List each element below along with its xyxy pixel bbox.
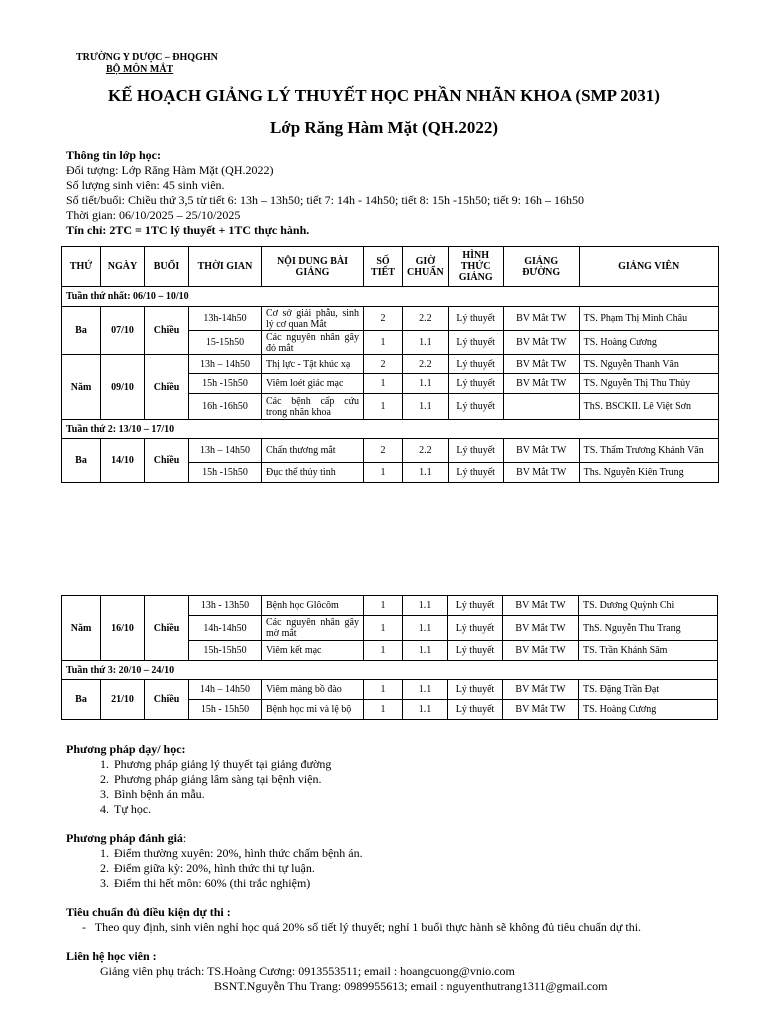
- form-cell: Lý thuyết: [448, 307, 503, 331]
- lecturer-cell: TS. Dương Quỳnh Chi: [579, 596, 718, 616]
- class-info-line: Thời gian: 06/10/2025 – 25/10/2025: [66, 208, 241, 222]
- venue-cell: BV Mắt TW: [503, 596, 579, 616]
- week-row: [62, 420, 719, 439]
- venue-cell: BV Mắt TW: [503, 700, 579, 720]
- class-info: [66, 148, 584, 238]
- periods-cell: 1: [364, 463, 403, 483]
- lecturer-cell: ThS. BSCKII. Lê Việt Sơn: [579, 394, 718, 420]
- session-cell: Chiều: [145, 307, 189, 355]
- venue-cell: BV Mắt TW: [503, 374, 579, 394]
- assessment-heading-text: Phương pháp đánh giá: [66, 831, 183, 845]
- form-cell: Lý thuyết: [448, 439, 503, 463]
- contact-line: BSNT.Nguyễn Thu Trang: 0989955613; email : nguyenthutrang1311@gmail.com: [214, 979, 608, 993]
- header-cell: GIỜ CHUẨN: [403, 247, 449, 287]
- time-cell: 16h -16h50: [189, 394, 262, 420]
- form-cell: Lý thuyết: [448, 700, 503, 720]
- eligibility-heading: Tiêu chuẩn đủ điều kiện dự thi :: [66, 905, 231, 919]
- topic-cell: Viêm loét giác mạc: [262, 374, 364, 394]
- time-cell: 14h-14h50: [189, 616, 262, 641]
- hours-cell: 1.1: [403, 700, 448, 720]
- document-subtitle: Lớp Răng Hàm Mặt (QH.2022): [269, 118, 499, 137]
- hours-cell: 1.1: [403, 641, 448, 661]
- form-cell: Lý thuyết: [448, 374, 503, 394]
- periods-cell: 1: [364, 331, 403, 355]
- time-cell: 15h - 15h50: [189, 700, 262, 720]
- topic-cell: Các bệnh cấp cứu trong nhãn khoa: [262, 394, 364, 420]
- eligibility-text: - Theo quy định, sinh viên nghỉ học quá 20% số tiết lý thuyết; nghỉ 1 buổi thực hành sẽ không đủ tiêu chuẩn dự thi.: [82, 920, 642, 934]
- lecturer-cell: TS. Nguyễn Thanh Vân: [579, 355, 718, 374]
- header-cell: GIẢNG ĐƯỜNG: [503, 247, 579, 287]
- week-row: [62, 661, 718, 680]
- week-row: [62, 287, 719, 307]
- periods-cell: 1: [364, 700, 403, 720]
- session-cell: Chiều: [145, 596, 189, 661]
- class-info-heading: Thông tin lớp học:: [66, 148, 162, 162]
- header-cell: THỜI GIAN: [189, 247, 262, 287]
- venue-cell: BV Mắt TW: [503, 680, 579, 700]
- document-title: KẾ HOẠCH GIẢNG LÝ THUYẾT HỌC PHẦN NHÃN KHOA (SMP 2031): [108, 86, 660, 105]
- venue-cell: BV Mắt TW: [503, 641, 579, 661]
- document-header: [76, 52, 218, 76]
- lecturer-cell: TS. Phạm Thị Minh Châu: [579, 307, 718, 331]
- date-cell: 07/10: [101, 307, 145, 355]
- header-cell: SỐ TIẾT: [364, 247, 403, 287]
- topic-cell: Thị lực - Tật khúc xạ: [262, 355, 364, 374]
- lecturer-cell: ThS. Nguyễn Thu Trang: [579, 616, 718, 641]
- week-label: Tuần thứ nhất: 06/10 – 10/10: [62, 287, 719, 307]
- hours-cell: 2.2: [403, 355, 449, 374]
- list-item: 1. Phương pháp giảng lý thuyết tại giảng đường: [112, 757, 331, 772]
- list-item: 3. Điểm thi hết môn: 60% (thi trắc nghiệm): [112, 876, 363, 891]
- assessment-section: [66, 831, 363, 891]
- time-cell: 13h – 14h50: [189, 355, 262, 374]
- day-cell: Ba: [62, 439, 101, 483]
- schedule-table-part-1: [61, 246, 719, 483]
- header-cell: GIẢNG VIÊN: [579, 247, 718, 287]
- table-row: [62, 439, 719, 463]
- form-cell: Lý thuyết: [448, 463, 503, 483]
- contact-heading: Liên hệ học viên :: [66, 949, 157, 963]
- list-item: 2. Điểm giữa kỳ: 20%, hình thức thi tự luận.: [112, 861, 363, 876]
- periods-cell: 2: [364, 439, 403, 463]
- venue-cell: BV Mắt TW: [503, 439, 579, 463]
- hours-cell: 1.1: [403, 374, 449, 394]
- class-info-line: Số tiết/buổi: Chiều thứ 3,5 từ tiết 6: 13h – 13h50; tiết 7: 14h - 14h50; tiết 8: 15h -15h50; tiết 9: 16h – 16h50: [66, 193, 584, 207]
- topic-cell: Bệnh học mi và lệ bộ: [262, 700, 364, 720]
- list-item: 3. Bình bệnh án mẫu.: [112, 787, 331, 802]
- form-cell: Lý thuyết: [448, 331, 503, 355]
- time-cell: 14h – 14h50: [189, 680, 262, 700]
- hours-cell: 1.1: [403, 616, 448, 641]
- assessment-list: [66, 846, 363, 891]
- hours-cell: 1.1: [403, 394, 449, 420]
- time-cell: 13h-14h50: [189, 307, 262, 331]
- form-cell: Lý thuyết: [448, 641, 503, 661]
- topic-cell: Các nguyên nhân gây mờ mắt: [262, 616, 364, 641]
- topic-cell: Đục thể thủy tinh: [262, 463, 364, 483]
- date-cell: 14/10: [101, 439, 145, 483]
- header-cell: HÌNH THỨC GIẢNG: [448, 247, 503, 287]
- day-cell: Năm: [62, 596, 101, 661]
- periods-cell: 1: [364, 394, 403, 420]
- eligibility-section: [66, 905, 641, 935]
- credits-line: Tín chỉ: 2TC = 1TC lý thuyết + 1TC thực hành.: [66, 223, 310, 237]
- venue-cell: BV Mắt TW: [503, 307, 579, 331]
- lecturer-cell: TS. Hoàng Cương: [579, 331, 718, 355]
- lecturer-cell: TS. Trần Khánh Sâm: [579, 641, 718, 661]
- hours-cell: 2.2: [403, 439, 449, 463]
- table-row: [62, 307, 719, 331]
- hours-cell: 1.1: [403, 596, 448, 616]
- week-label: Tuần thứ 2: 13/10 – 17/10: [62, 420, 719, 439]
- teaching-methods-list: [66, 757, 331, 817]
- form-cell: Lý thuyết: [448, 596, 503, 616]
- department-name: BỘ MÔN MẮT: [106, 64, 174, 75]
- lecturer-cell: TS. Thẩm Trương Khánh Vân: [579, 439, 718, 463]
- hours-cell: 1.1: [403, 680, 448, 700]
- topic-cell: Bệnh học Glôcôm: [262, 596, 364, 616]
- table-row: [62, 596, 718, 616]
- periods-cell: 1: [364, 641, 403, 661]
- lecturer-cell: TS. Đặng Trần Đạt: [579, 680, 718, 700]
- day-cell: Ba: [62, 307, 101, 355]
- topic-cell: Viêm kết mạc: [262, 641, 364, 661]
- time-cell: 15-15h50: [189, 331, 262, 355]
- header-cell: BUỔI: [145, 247, 189, 287]
- hours-cell: 1.1: [403, 331, 449, 355]
- venue-cell: BV Mắt TW: [503, 616, 579, 641]
- date-cell: 21/10: [101, 680, 145, 720]
- header-cell: NỘI DUNG BÀI GIẢNG: [262, 247, 364, 287]
- form-cell: Lý thuyết: [448, 616, 503, 641]
- periods-cell: 1: [364, 616, 403, 641]
- day-cell: Ba: [62, 680, 101, 720]
- class-info-line: Đối tượng: Lớp Răng Hàm Mặt (QH.2022): [66, 163, 274, 177]
- topic-cell: Cơ sở giải phẫu, sinh lý cơ quan Mắt: [262, 307, 364, 331]
- topic-cell: Các nguyên nhân gây đỏ mắt: [262, 331, 364, 355]
- lecturer-cell: TS. Nguyễn Thị Thu Thủy: [579, 374, 718, 394]
- list-item: 1. Điểm thường xuyên: 20%, hình thức chấm bệnh án.: [112, 846, 363, 861]
- header-cell: THỨ: [62, 247, 101, 287]
- table-row: [62, 355, 719, 374]
- table-header-row: [62, 247, 719, 287]
- lecturer-cell: Ths. Nguyễn Kiên Trung: [579, 463, 718, 483]
- week-label: Tuần thứ 3: 20/10 – 24/10: [62, 661, 718, 680]
- teaching-methods-section: [66, 742, 331, 817]
- date-cell: 16/10: [101, 596, 145, 661]
- day-cell: Năm: [62, 355, 101, 420]
- periods-cell: 2: [364, 355, 403, 374]
- periods-cell: 1: [364, 374, 403, 394]
- session-cell: Chiều: [145, 355, 189, 420]
- form-cell: Lý thuyết: [448, 680, 503, 700]
- lecturer-cell: TS. Hoàng Cương: [579, 700, 718, 720]
- periods-cell: 1: [364, 680, 403, 700]
- schedule-table-part-2: [61, 595, 718, 720]
- assessment-heading: Phương pháp đánh giá:: [66, 831, 187, 845]
- venue-cell: BV Mắt TW: [503, 463, 579, 483]
- session-cell: Chiều: [145, 680, 189, 720]
- time-cell: 15h-15h50: [189, 641, 262, 661]
- date-cell: 09/10: [101, 355, 145, 420]
- teaching-methods-heading: Phương pháp dạy/ học:: [66, 742, 186, 756]
- time-cell: 15h -15h50: [189, 374, 262, 394]
- contact-section: [66, 949, 607, 994]
- school-name: TRƯỜNG Y DƯỢC – ĐHQGHN: [76, 52, 218, 63]
- time-cell: 13h - 13h50: [189, 596, 262, 616]
- periods-cell: 1: [364, 596, 403, 616]
- venue-cell: BV Mắt TW: [503, 355, 579, 374]
- topic-cell: Chấn thương mắt: [262, 439, 364, 463]
- time-cell: 15h -15h50: [189, 463, 262, 483]
- header-cell: NGÀY: [101, 247, 145, 287]
- hours-cell: 2.2: [403, 307, 449, 331]
- time-cell: 13h – 14h50: [189, 439, 262, 463]
- form-cell: Lý thuyết: [448, 394, 503, 420]
- contact-line: Giảng viên phụ trách: TS.Hoàng Cương: 0913553511; email : hoangcuong@vnio.com: [100, 964, 515, 978]
- session-cell: Chiều: [145, 439, 189, 483]
- topic-cell: Viêm màng bồ đào: [262, 680, 364, 700]
- form-cell: Lý thuyết: [448, 355, 503, 374]
- hours-cell: 1.1: [403, 463, 449, 483]
- table-row: [62, 680, 718, 700]
- list-item: 2. Phương pháp giảng lâm sàng tại bệnh viện.: [112, 772, 331, 787]
- class-info-line: Số lượng sinh viên: 45 sinh viên.: [66, 178, 225, 192]
- venue-cell: [503, 394, 579, 420]
- periods-cell: 2: [364, 307, 403, 331]
- list-item: 4. Tự học.: [112, 802, 331, 817]
- venue-cell: BV Mắt TW: [503, 331, 579, 355]
